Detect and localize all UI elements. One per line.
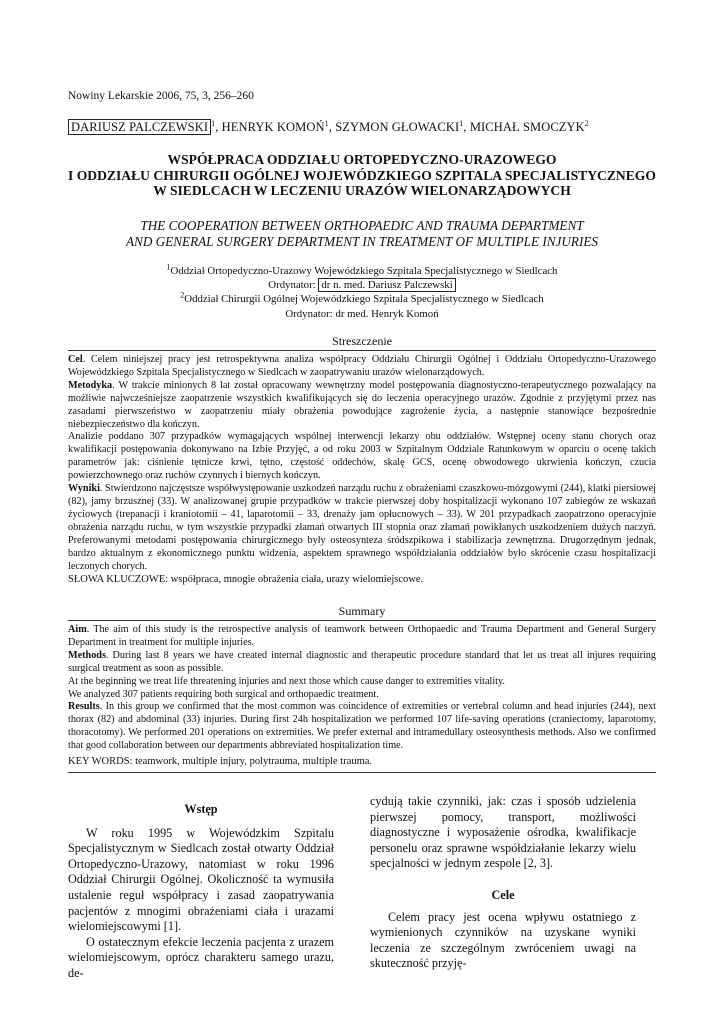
paragraph: W roku 1995 w Wojewódzkim Szpitalu Specjalistycznym w Siedlcach został otwarty Oddział Ortopedyczno-Urazowy, natomiast w roku 1996 Oddział Chirurgii Ogólnej. Okoliczność ta wymusiła ustalenie reguł współpracy i zasad zaopatrywania pacjentów z mnogimi obrażeniami ciała i urazami wielomiejscowymi [1].: [68, 825, 334, 934]
title-line: AND GENERAL SURGERY DEPARTMENT IN TREATMENT OF MULTIPLE INJURIES: [125, 233, 599, 249]
affiliation-2: $^2$Oddział Chirurgii Ogólnej Wojewódzkiego Szpitala Specjalistycznego w Siedlcach: [180, 290, 544, 306]
key-words: KEY WORDS: teamwork, multiple injury, polytrauma, multiple trauma.: [68, 756, 373, 767]
title-line: I ODDZIAŁU CHIRURGII OGÓLNEJ WOJEWÓDZKIEGO SZPITALA SPECJALISTYCZNEGO: [68, 167, 656, 183]
section-heading-wstep: Wstęp: [184, 802, 218, 816]
divider: [68, 772, 656, 773]
right-column: [370, 794, 636, 972]
affiliation-1: $^1$Oddział Ortopedyczno-Urazowy Wojewódzkiego Szpitala Specjalistycznego w Siedlcach: [166, 262, 558, 277]
summary-heading: Summary: [338, 604, 386, 618]
author-name: HENRYK KOMOŃ: [221, 120, 325, 134]
title-line: W SIEDLCACH W LECZENIU URAZÓW WIELONARZĄDOWYCH: [153, 183, 571, 198]
slowa-kluczowe: SŁOWA KLUCZOWE: współpraca, mnogie obrażenia ciała, urazy wielomiejscowe.: [68, 574, 424, 585]
affiliations: [60, 264, 664, 321]
affiliation-1-head: Ordynator: dr n. med. Dariusz Palczewski: [60, 278, 664, 292]
journal-reference: Nowiny Lekarskie 2006, 75, 3, 256–260: [68, 90, 254, 102]
author-affiliation-mark: 1: [211, 118, 216, 128]
author-list: DARIUSZ PALCZEWSKI $^1$, HENRYK KOMOŃ$^1$, SZYMON GŁOWACKI$^1$, MICHAŁ SMOCZYK$^2$: [68, 120, 589, 135]
title-polish: [40, 152, 684, 199]
paragraph: O ostatecznym efekcie leczenia pacjenta z urazem wielomiejscowym, oprócz charakteru samego urazu, de-: [68, 934, 334, 980]
paragraph: cydują takie czynniki, jak: czas i sposób udzielenia pierwszej pomocy, transport, możliwości diagnostyczne i wyposażenie ośrodka, kwalifikacje personelu oraz sprawne współdziałanie lekarzy wielu specjalności w jednym zespole [2, 3].: [370, 794, 636, 871]
left-column: [68, 802, 334, 982]
title-english: [40, 218, 684, 249]
author-affiliation-mark: 2: [584, 118, 589, 128]
divider: [68, 620, 656, 621]
title-line: THE COOPERATION BETWEEN ORTHOPAEDIC AND TRAUMA DEPARTMENT: [140, 218, 584, 233]
summary-body: Aim. The aim of this study is the retrospective analysis of teamwork between Orthopaedic and Trauma Department and General Surgery Department in treatment for multiple injuries. Methods. During last 8 years we have created internal diagnostic and therapeutic procedure standard that let us treat all injures requiring surgical treatment as soon as possible. At the beginning we treat life threatening injuries and next those which cause danger to extremities vitality. We analyzed 307 patients requiring both surgical and orthopaedic treatment. Results. In this group we confirmed that the most common was coincidence of extremities or vertebral column and head injuries (244), next thorax (82) and abdominal (33) injuries. During first 24h hospitalization we performed 107 life-saving operations (craniectomy, laparotomy, thoracotomy). We performed 201 operations on extremities. We prefer external and intramedullary osteosynthesis methods. Also we confirmed that good collaboration between our departments abbreviated hospitalization time.: [68, 624, 656, 752]
author-affiliation-mark: 1: [324, 118, 329, 128]
affiliation-2-head: Ordynator: dr med. Henryk Komoń: [285, 307, 439, 320]
author-name: MICHAŁ SMOCZYK: [469, 120, 585, 134]
author-affiliation-mark: 1: [459, 118, 464, 128]
title-line: WSPÓŁPRACA ODDZIAŁU ORTOPEDYCZNO-URAZOWEGO: [167, 152, 557, 167]
streszczenie-body: Cel. Celem niniejszej pracy jest retrospektywna analiza współpracy Oddziału Chirurgii Ogólnej i Oddziału Ortopedyczno-Urazowego Wojewódzkiego Szpitala Specjalistycznego w Siedlcach w zaopatrywaniu urazów wielonarządowych. Metodyka. W trakcie minionych 8 lat został opracowany wewnętrzny model postępowania diagnostyczno-terapeutycznego pozwalający na możliwie najwcześniejsze zaopatrzenie wszystkich kwalifikujących się do leczenia operacyjnego urazów. Zgodnie z przyjętymi przez nas zasadami pierwszeństwo w zaopatrzeniu miały obrażenia powodujące zagrożenie życia, a następnie stanowiące bezpośrednie niebezpieczeństwo dla kończyn. Analizie poddano 307 przypadków wymagających wspólnej interwencji lekarzy obu oddziałów. Wstępnej oceny stanu chorych oraz kwalifikacji postępowania dokonywano na Izbie Przyjęć, a od roku 2003 w Szpitalnym Oddziale Ratunkowym w oparciu o ocenę takich parametrów jak: ciśnienie tętnicze krwi, tętno, częstość oddechów, skalę GCS, ocenę obwodowego ukrwienia kończyn, czucia powierzchownego oraz ruchów czynnych i biernych kończyn. Wyniki. Stwierdzono najczęstsze współwystępowanie uszkodzeń narządu ruchu z obrażeniami czaszkowo-mózgowymi (244), klatki piersiowej (82), jamy brzusznej (33). W analizowanej grupie przypadków w trakcie pierwszej doby hospitalizacji wykonano 107 zabiegów ze wskazań życiowych (trepanacji i kraniotomii – 41, laparotomii – 33, drenaży jam opłucnowych – 33). W 201 przypadkach zaopatrzono operacyjnie obrażenia narządu ruchu, w tym wszystkie przypadki złamań otwartych III stopnia oraz złamań powikłanych uszkodzeniem dużych naczyń. Preferowanymi metodami postępowania chirurgicznego były osteosynteza śródszpikowa i stabilizacja zewnętrzna. Drugorzędnym jednak, bardzo aktualnym z ekonomicznego punktu widzenia, aspektem sprawnego współdziałania oddziałów było skrócenie czasu hospitalizacji leczonych chorych.: [68, 354, 656, 572]
section-heading-cele: Cele: [491, 887, 515, 902]
streszczenie-heading: Streszczenie: [332, 334, 392, 348]
paragraph: Celem pracy jest ocena wpływu ostatniego z wymienionych czynników na uzyskane wyniki leczenia ze szczególnym zwróceniem uwagi na skuteczność przyję-: [370, 909, 636, 971]
author-name: SZYMON GŁOWACKI: [335, 120, 460, 134]
divider: [68, 350, 656, 351]
author-name: DARIUSZ PALCZEWSKI: [68, 119, 211, 135]
